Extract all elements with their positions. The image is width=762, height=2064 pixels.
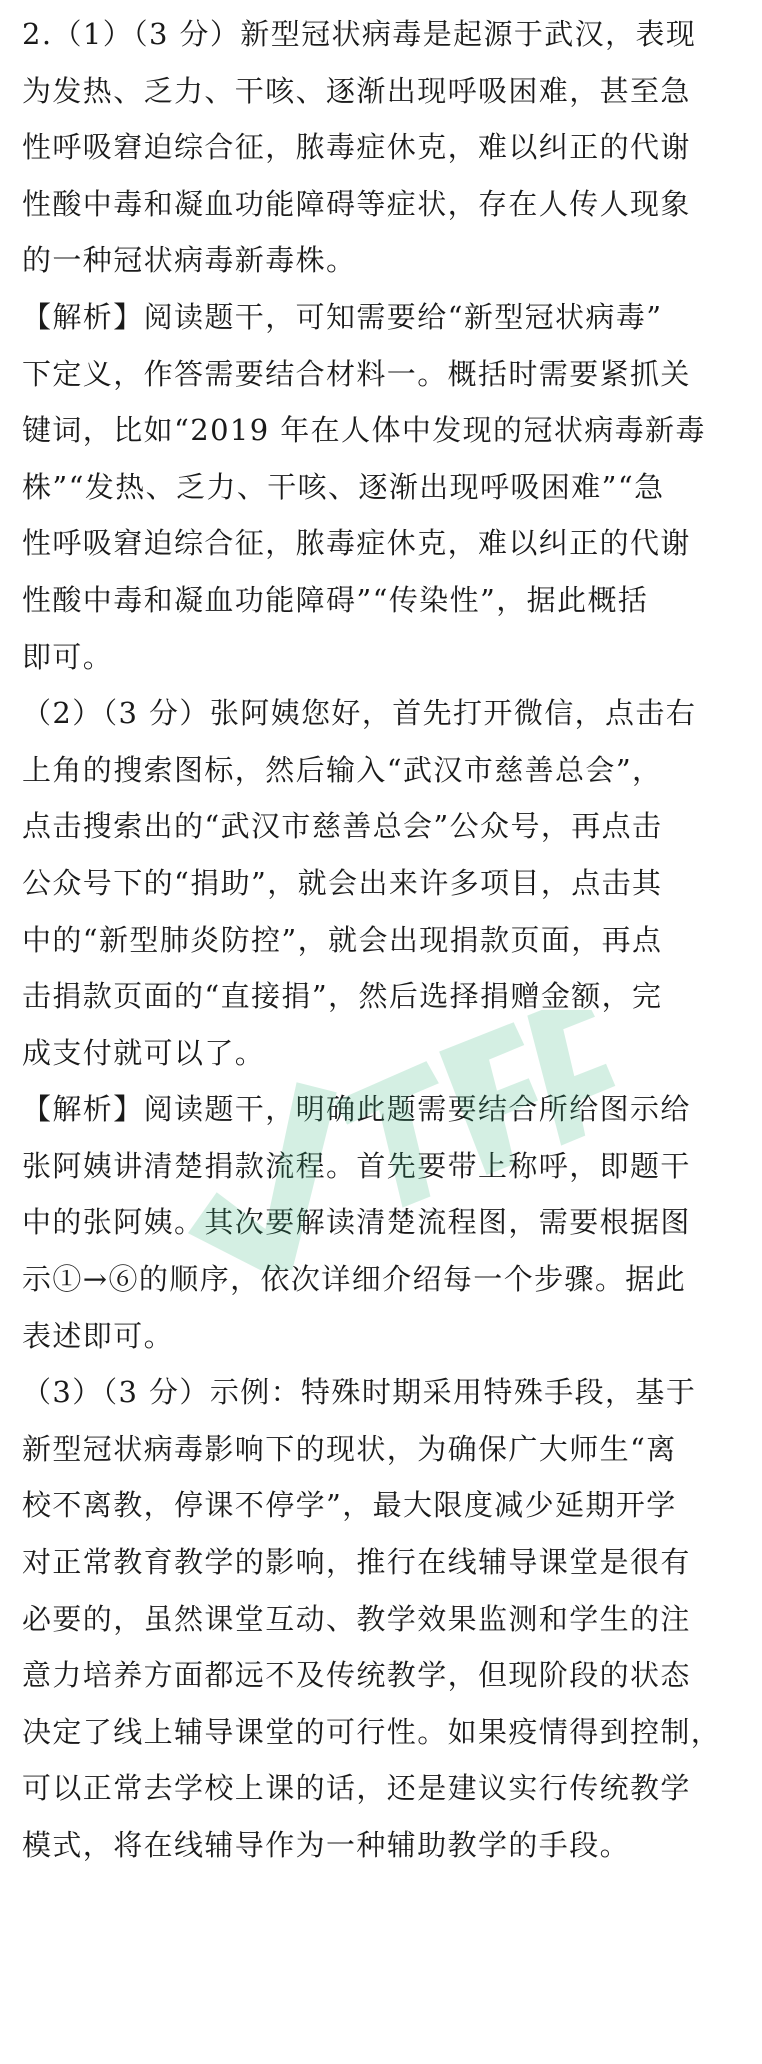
text-line: 必要的，虽然课堂互动、教学效果监测和学生的注 [22,1601,691,1636]
text-line: 校不离教，停课不停学”，最大限度减少延期开学 [22,1488,677,1523]
text-line: 的一种冠状病毒新毒株。 [22,243,357,278]
text-line: 2.（1）（3 分）新型冠状病毒是起源于武汉，表现 [22,17,697,51]
answer-document [22,6,740,1874]
text-line: 新型冠状病毒影响下的现状，为确保广大师生“离 [22,1431,677,1466]
text-line: 即可。 [22,639,114,674]
text-line: 可以正常去学校上课的话，还是建议实行传统教学 [22,1771,691,1806]
text-line: 公众号下的“捐助”，就会出来许多项目，点击其 [22,865,663,900]
text-line: 中的“新型肺炎防控”，就会出现捐款页面，再点 [22,922,663,957]
text-line: 【解析】阅读题干，可知需要给“新型冠状病毒” [22,299,663,334]
text-line: 性呼吸窘迫综合征，脓毒症休克，难以纠正的代谢 [22,130,691,165]
text-line: 键词，比如“2019 年在人体中发现的冠状病毒新毒 [22,413,706,448]
text-line: 性酸中毒和凝血功能障碍”“传染性”，据此概括 [22,582,649,617]
text-line: 下定义，作答需要结合材料一。概括时需要紧抓关 [22,356,691,391]
text-line: 株”“发热、乏力、干咳、逐渐出现呼吸困难”“急 [22,469,665,504]
text-line: 击捐款页面的“直接捐”，然后选择捐赠金额，完 [22,979,663,1014]
text-line: 模式，将在线辅导作为一种辅助教学的手段。 [22,1828,631,1862]
text-line: （3）（3 分）示例：特殊时期采用特殊手段，基于 [22,1375,697,1410]
text-line: 为发热、乏力、干咳、逐渐出现呼吸困难，甚至急 [22,73,691,108]
text-line: 对正常教育教学的影响，推行在线辅导课堂是很有 [22,1545,691,1580]
text-line: 示①→⑥的顺序，依次详细介绍每一个步骤。据此 [22,1262,687,1297]
text-line: 决定了线上辅导课堂的可行性。如果疫情得到控制， [22,1714,722,1749]
text-line: 上角的搜索图标，然后输入“武汉市慈善总会”， [22,752,663,787]
text-line: 点击搜索出的“武汉市慈善总会”公众号，再点击 [22,809,663,844]
text-line: 【解析】阅读题干，明确此题需要结合所给图示给 [22,1092,691,1127]
text-line: 性酸中毒和凝血功能障碍等症状，存在人传人现象 [22,186,691,221]
text-line: 成支付就可以了。 [22,1035,266,1070]
text-line: 中的张阿姨。其次要解读清楚流程图，需要根据图 [22,1205,691,1240]
text-line: 表述即可。 [22,1318,175,1353]
text-line: 张阿姨讲清楚捐款流程。首先要带上称呼，即题干 [22,1148,691,1183]
text-line: 性呼吸窘迫综合征，脓毒症休克，难以纠正的代谢 [22,526,691,561]
text-line: （2）（3 分）张阿姨您好，首先打开微信，点击右 [22,696,697,731]
text-line: 意力培养方面都远不及传统教学，但现阶段的状态 [22,1658,691,1693]
